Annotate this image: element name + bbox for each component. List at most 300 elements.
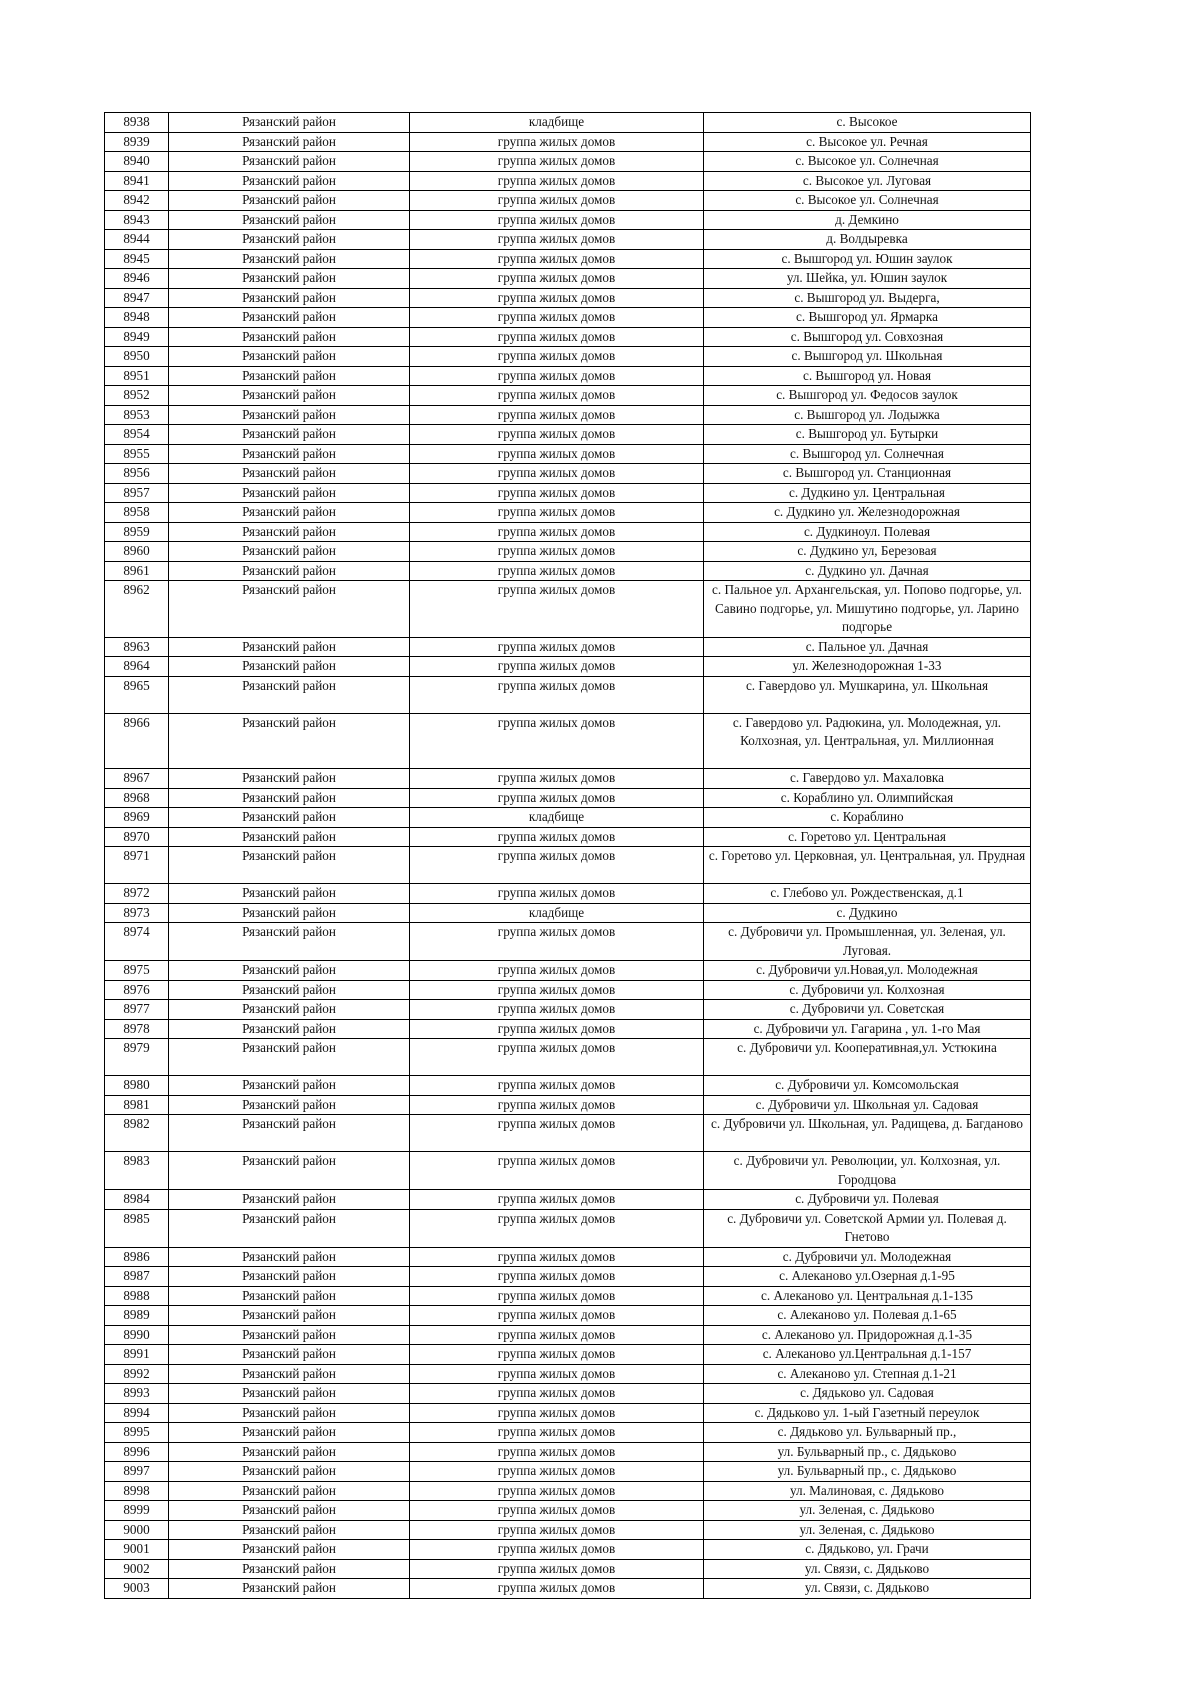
address-cell: с. Вышгород ул. Ярмарка [704,308,1031,328]
table-row [105,1462,1031,1482]
object-type-cell: группа жилых домов [410,637,704,657]
address-cell: с. Вышгород ул. Солнечная [704,444,1031,464]
address-cell: ул. Зеленая, с. Дядьково [704,1501,1031,1521]
object-type-cell: группа жилых домов [410,1345,704,1365]
address-cell: с. Дядьково ул. Садовая [704,1384,1031,1404]
district-cell: Рязанский район [169,308,410,328]
table-row [105,542,1031,562]
table-row [105,1481,1031,1501]
row-number-cell: 8956 [105,464,169,484]
table-row [105,637,1031,657]
row-number-cell: 8962 [105,581,169,638]
row-number-cell: 8952 [105,386,169,406]
row-number-cell: 8967 [105,769,169,789]
row-number-cell: 8979 [105,1039,169,1076]
address-cell: д. Волдыревка [704,230,1031,250]
address-cell: с. Алеканово ул. Степная д.1-21 [704,1364,1031,1384]
address-cell: с. Дудкино ул, Березовая [704,542,1031,562]
object-type-cell: группа жилых домов [410,366,704,386]
object-type-cell: группа жилых домов [410,1000,704,1020]
table-row [105,1501,1031,1521]
district-cell: Рязанский район [169,1325,410,1345]
district-cell: Рязанский район [169,269,410,289]
object-type-cell: группа жилых домов [410,1520,704,1540]
table-row [105,425,1031,445]
address-cell: с. Дубровичи ул. Революции, ул. Колхозная, ул. Городцова [704,1152,1031,1190]
object-type-cell: группа жилых домов [410,152,704,172]
row-number-cell: 8985 [105,1209,169,1247]
address-cell: с. Алеканово ул. Придорожная д.1-35 [704,1325,1031,1345]
object-type-cell: группа жилых домов [410,483,704,503]
address-cell: с. Вышгород ул. Юшин заулок [704,249,1031,269]
object-type-cell: группа жилых домов [410,1095,704,1115]
row-number-cell: 8983 [105,1152,169,1190]
row-number-cell: 8963 [105,637,169,657]
address-cell: с. Дубровичи ул. Промышленная, ул. Зеленая, ул. Луговая. [704,923,1031,961]
row-number-cell: 8997 [105,1462,169,1482]
row-number-cell: 8972 [105,884,169,904]
row-number-cell: 8958 [105,503,169,523]
address-cell: с. Высокое [704,113,1031,133]
address-cell: с. Дядьково, ул. Грачи [704,1540,1031,1560]
address-cell: с. Дубровичи ул. Школьная, ул. Радищева, д. Багданово [704,1115,1031,1152]
object-type-cell: группа жилых домов [410,847,704,884]
table-row [105,366,1031,386]
row-number-cell: 8957 [105,483,169,503]
address-cell: с. Дубровичи ул. Советская [704,1000,1031,1020]
district-cell: Рязанский район [169,676,410,713]
address-cell: с. Алеканово ул. Центральная д.1-135 [704,1286,1031,1306]
table-row [105,210,1031,230]
object-type-cell: группа жилых домов [410,1481,704,1501]
object-type-cell: группа жилых домов [410,444,704,464]
address-cell: с. Вышгород ул. Лодыжка [704,405,1031,425]
district-cell: Рязанский район [169,923,410,961]
row-number-cell: 8955 [105,444,169,464]
table-row [105,1115,1031,1152]
table-row [105,1442,1031,1462]
district-cell: Рязанский район [169,980,410,1000]
row-number-cell: 8971 [105,847,169,884]
table-row [105,827,1031,847]
row-number-cell: 8998 [105,1481,169,1501]
district-cell: Рязанский район [169,769,410,789]
row-number-cell: 9000 [105,1520,169,1540]
row-number-cell: 8939 [105,132,169,152]
district-cell: Рязанский район [169,542,410,562]
table-row [105,1247,1031,1267]
address-cell: с. Дудкино [704,903,1031,923]
object-type-cell: группа жилых домов [410,923,704,961]
table-row [105,788,1031,808]
object-type-cell: группа жилых домов [410,1579,704,1599]
object-type-cell: группа жилых домов [410,1209,704,1247]
table-row [105,1286,1031,1306]
district-cell: Рязанский район [169,1247,410,1267]
address-cell: ул. Зеленая, с. Дядьково [704,1520,1031,1540]
object-type-cell: группа жилых домов [410,1306,704,1326]
row-number-cell: 8995 [105,1423,169,1443]
district-cell: Рязанский район [169,847,410,884]
district-cell: Рязанский район [169,1403,410,1423]
row-number-cell: 8960 [105,542,169,562]
table-row [105,980,1031,1000]
row-number-cell: 8996 [105,1442,169,1462]
table-row [105,1076,1031,1096]
object-type-cell: группа жилых домов [410,327,704,347]
address-cell: д. Демкино [704,210,1031,230]
object-type-cell: группа жилых домов [410,425,704,445]
table-row [105,269,1031,289]
district-cell: Рязанский район [169,1559,410,1579]
row-number-cell: 8982 [105,1115,169,1152]
district-cell: Рязанский район [169,657,410,677]
object-type-cell: группа жилых домов [410,1076,704,1096]
row-number-cell: 8988 [105,1286,169,1306]
address-cell: с. Гавердово ул. Мушкарина, ул. Школьная [704,676,1031,713]
table-body [105,113,1031,1599]
table-row [105,1579,1031,1599]
address-cell: с. Высокое ул. Солнечная [704,152,1031,172]
row-number-cell: 8950 [105,347,169,367]
district-cell: Рязанский район [169,464,410,484]
table-row [105,405,1031,425]
table-row [105,1267,1031,1287]
address-cell: с. Алеканово ул. Полевая д.1-65 [704,1306,1031,1326]
object-type-cell: группа жилых домов [410,1423,704,1443]
row-number-cell: 8948 [105,308,169,328]
address-register-table [104,112,1031,1599]
row-number-cell: 8992 [105,1364,169,1384]
table-row [105,171,1031,191]
address-cell: с. Дядьково ул. 1-ый Газетный переулок [704,1403,1031,1423]
object-type-cell: группа жилых домов [410,1403,704,1423]
object-type-cell: группа жилых домов [410,522,704,542]
table-row [105,1152,1031,1190]
object-type-cell: группа жилых домов [410,769,704,789]
row-number-cell: 8951 [105,366,169,386]
object-type-cell: группа жилых домов [410,561,704,581]
row-number-cell: 8953 [105,405,169,425]
row-number-cell: 8984 [105,1190,169,1210]
address-cell: с. Дубровичи ул. Советской Армии ул. Полевая д. Гнетово [704,1209,1031,1247]
district-cell: Рязанский район [169,249,410,269]
address-cell: с. Дудкино ул. Центральная [704,483,1031,503]
row-number-cell: 8944 [105,230,169,250]
address-cell: с. Дубровичи ул. Комсомольская [704,1076,1031,1096]
address-cell: с. Высокое ул. Луговая [704,171,1031,191]
object-type-cell: группа жилых домов [410,1152,704,1190]
district-cell: Рязанский район [169,1501,410,1521]
district-cell: Рязанский район [169,210,410,230]
address-cell: с. Дудкиноул. Полевая [704,522,1031,542]
table-row [105,1345,1031,1365]
object-type-cell: группа жилых домов [410,1325,704,1345]
district-cell: Рязанский район [169,503,410,523]
object-type-cell: группа жилых домов [410,405,704,425]
row-number-cell: 8989 [105,1306,169,1326]
address-cell: с. Кораблино ул. Олимпийская [704,788,1031,808]
district-cell: Рязанский район [169,1579,410,1599]
row-number-cell: 8949 [105,327,169,347]
row-number-cell: 8987 [105,1267,169,1287]
table-row [105,847,1031,884]
district-cell: Рязанский район [169,522,410,542]
row-number-cell: 8974 [105,923,169,961]
object-type-cell: группа жилых домов [410,581,704,638]
object-type-cell: группа жилых домов [410,961,704,981]
table-row [105,132,1031,152]
address-cell: ул. Бульварный пр., с. Дядьково [704,1442,1031,1462]
address-cell: с. Дудкино ул. Железнодорожная [704,503,1031,523]
object-type-cell: группа жилых домов [410,1364,704,1384]
district-cell: Рязанский район [169,1481,410,1501]
district-cell: Рязанский район [169,1209,410,1247]
table-row [105,1325,1031,1345]
district-cell: Рязанский район [169,1019,410,1039]
row-number-cell: 8968 [105,788,169,808]
district-cell: Рязанский район [169,1076,410,1096]
row-number-cell: 8940 [105,152,169,172]
district-cell: Рязанский район [169,1520,410,1540]
table-row [105,1095,1031,1115]
address-cell: с. Пальное ул. Дачная [704,637,1031,657]
district-cell: Рязанский район [169,1462,410,1482]
object-type-cell: группа жилых домов [410,464,704,484]
district-cell: Рязанский район [169,1384,410,1404]
address-cell: ул. Железнодорожная 1-33 [704,657,1031,677]
table-row [105,1384,1031,1404]
row-number-cell: 8978 [105,1019,169,1039]
district-cell: Рязанский район [169,132,410,152]
row-number-cell: 8977 [105,1000,169,1020]
district-cell: Рязанский район [169,152,410,172]
object-type-cell: группа жилых домов [410,230,704,250]
address-cell: ул. Шейка, ул. Юшин заулок [704,269,1031,289]
row-number-cell: 8961 [105,561,169,581]
table-row [105,249,1031,269]
district-cell: Рязанский район [169,1000,410,1020]
district-cell: Рязанский район [169,713,410,769]
address-cell: с. Вышгород ул. Бутырки [704,425,1031,445]
address-cell: с. Вышгород ул. Новая [704,366,1031,386]
row-number-cell: 8964 [105,657,169,677]
object-type-cell: группа жилых домов [410,132,704,152]
district-cell: Рязанский район [169,1345,410,1365]
district-cell: Рязанский район [169,386,410,406]
table-row [105,884,1031,904]
table-row [105,657,1031,677]
table-row [105,308,1031,328]
address-cell: с. Гавердово ул. Махаловка [704,769,1031,789]
address-cell: с. Вышгород ул. Выдерга, [704,288,1031,308]
district-cell: Рязанский район [169,405,410,425]
district-cell: Рязанский район [169,561,410,581]
table-row [105,522,1031,542]
row-number-cell: 8993 [105,1384,169,1404]
table-row [105,113,1031,133]
object-type-cell: группа жилых домов [410,269,704,289]
object-type-cell: группа жилых домов [410,1039,704,1076]
row-number-cell: 8973 [105,903,169,923]
table-row [105,347,1031,367]
object-type-cell: группа жилых домов [410,1247,704,1267]
district-cell: Рязанский район [169,788,410,808]
object-type-cell: группа жилых домов [410,1190,704,1210]
address-cell: с. Горетово ул. Центральная [704,827,1031,847]
object-type-cell: группа жилых домов [410,1462,704,1482]
address-cell: с. Алеканово ул.Центральная д.1-157 [704,1345,1031,1365]
object-type-cell: группа жилых домов [410,1019,704,1039]
object-type-cell: группа жилых домов [410,288,704,308]
row-number-cell: 8986 [105,1247,169,1267]
row-number-cell: 8954 [105,425,169,445]
table-row [105,923,1031,961]
district-cell: Рязанский район [169,581,410,638]
row-number-cell: 8966 [105,713,169,769]
address-cell: с. Гавердово ул. Радюкина, ул. Молодежная, ул. Колхозная, ул. Центральная, ул. Миллионная [704,713,1031,769]
row-number-cell: 8969 [105,808,169,828]
address-cell: с. Вышгород ул. Совхозная [704,327,1031,347]
object-type-cell: группа жилых домов [410,1286,704,1306]
address-cell: с. Дудкино ул. Дачная [704,561,1031,581]
address-cell: с. Вышгород ул. Федосов заулок [704,386,1031,406]
district-cell: Рязанский район [169,483,410,503]
table-row [105,1019,1031,1039]
table-row [105,903,1031,923]
table-row [105,676,1031,713]
district-cell: Рязанский район [169,230,410,250]
row-number-cell: 8970 [105,827,169,847]
address-cell: с. Дубровичи ул. Молодежная [704,1247,1031,1267]
row-number-cell: 8941 [105,171,169,191]
object-type-cell: группа жилых домов [410,1115,704,1152]
table-row [105,1423,1031,1443]
row-number-cell: 8965 [105,676,169,713]
district-cell: Рязанский район [169,366,410,386]
row-number-cell: 9002 [105,1559,169,1579]
district-cell: Рязанский район [169,1039,410,1076]
address-cell: ул. Связи, с. Дядьково [704,1559,1031,1579]
row-number-cell: 8975 [105,961,169,981]
address-cell: с. Вышгород ул. Станционная [704,464,1031,484]
district-cell: Рязанский район [169,171,410,191]
district-cell: Рязанский район [169,327,410,347]
object-type-cell: группа жилых домов [410,1559,704,1579]
district-cell: Рязанский район [169,637,410,657]
address-cell: с. Дубровичи ул. Полевая [704,1190,1031,1210]
row-number-cell: 8945 [105,249,169,269]
district-cell: Рязанский район [169,113,410,133]
row-number-cell: 8946 [105,269,169,289]
object-type-cell: группа жилых домов [410,1540,704,1560]
object-type-cell: группа жилых домов [410,1501,704,1521]
object-type-cell: кладбище [410,903,704,923]
district-cell: Рязанский район [169,425,410,445]
table-row [105,1209,1031,1247]
row-number-cell: 8976 [105,980,169,1000]
row-number-cell: 9003 [105,1579,169,1599]
table-row [105,230,1031,250]
object-type-cell: группа жилых домов [410,210,704,230]
object-type-cell: кладбище [410,113,704,133]
district-cell: Рязанский район [169,1364,410,1384]
district-cell: Рязанский район [169,1306,410,1326]
address-cell: с. Кораблино [704,808,1031,828]
address-cell: с. Дубровичи ул. Колхозная [704,980,1031,1000]
object-type-cell: группа жилых домов [410,386,704,406]
table-row [105,808,1031,828]
district-cell: Рязанский район [169,1423,410,1443]
row-number-cell: 8991 [105,1345,169,1365]
object-type-cell: кладбище [410,808,704,828]
object-type-cell: группа жилых домов [410,980,704,1000]
object-type-cell: группа жилых домов [410,503,704,523]
address-cell: с. Пальное ул. Архангельская, ул. Попово подгорье, ул. Савино подгорье, ул. Мишутино подгорье, ул. Ларино подгорье [704,581,1031,638]
object-type-cell: группа жилых домов [410,347,704,367]
object-type-cell: группа жилых домов [410,542,704,562]
table-row [105,561,1031,581]
table-row [105,288,1031,308]
table-row [105,1190,1031,1210]
object-type-cell: группа жилых домов [410,1267,704,1287]
object-type-cell: группа жилых домов [410,657,704,677]
table-row [105,1306,1031,1326]
district-cell: Рязанский район [169,1190,410,1210]
object-type-cell: группа жилых домов [410,191,704,211]
row-number-cell: 8943 [105,210,169,230]
table-row [105,1039,1031,1076]
row-number-cell: 8990 [105,1325,169,1345]
address-cell: с. Дубровичи ул. Гагарина , ул. 1-го Мая [704,1019,1031,1039]
table-row [105,191,1031,211]
object-type-cell: группа жилых домов [410,249,704,269]
district-cell: Рязанский район [169,1442,410,1462]
address-cell: с. Высокое ул. Солнечная [704,191,1031,211]
district-cell: Рязанский район [169,1267,410,1287]
district-cell: Рязанский район [169,288,410,308]
row-number-cell: 8980 [105,1076,169,1096]
table-row [105,444,1031,464]
object-type-cell: группа жилых домов [410,171,704,191]
table-row [105,581,1031,638]
table-row [105,1559,1031,1579]
row-number-cell: 8959 [105,522,169,542]
row-number-cell: 8999 [105,1501,169,1521]
address-cell: ул. Связи, с. Дядьково [704,1579,1031,1599]
object-type-cell: группа жилых домов [410,308,704,328]
row-number-cell: 8994 [105,1403,169,1423]
row-number-cell: 8942 [105,191,169,211]
row-number-cell: 9001 [105,1540,169,1560]
address-cell: с. Алеканово ул.Озерная д.1-95 [704,1267,1031,1287]
address-cell: ул. Малиновая, с. Дядьково [704,1481,1031,1501]
object-type-cell: группа жилых домов [410,788,704,808]
district-cell: Рязанский район [169,808,410,828]
table-row [105,327,1031,347]
address-cell: с. Дубровичи ул.Новая,ул. Молодежная [704,961,1031,981]
district-cell: Рязанский район [169,191,410,211]
district-cell: Рязанский район [169,1115,410,1152]
table-row [105,1520,1031,1540]
table-row [105,713,1031,769]
district-cell: Рязанский район [169,1540,410,1560]
address-cell: с. Дядьково ул. Бульварный пр., [704,1423,1031,1443]
table-row [105,1000,1031,1020]
district-cell: Рязанский район [169,827,410,847]
table-row [105,386,1031,406]
row-number-cell: 8981 [105,1095,169,1115]
